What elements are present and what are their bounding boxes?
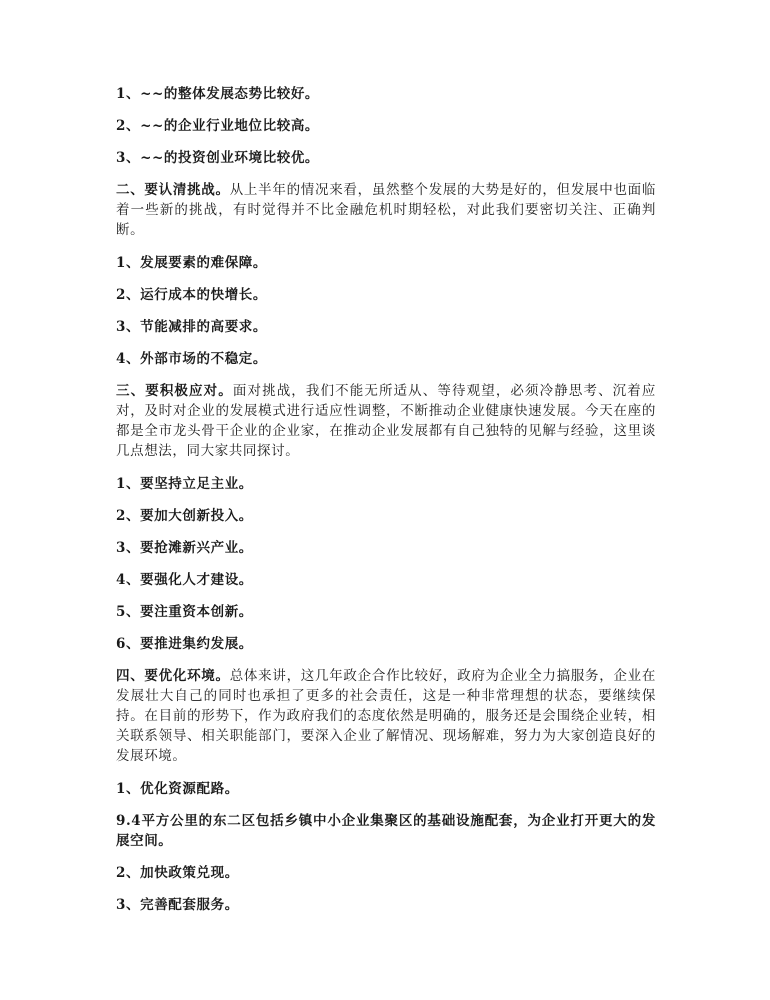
list-item: 2、要加大创新投入。 (116, 508, 253, 524)
paragraph-body: 从上半年的情况来看，虽然整个发展的大势是好的，但发展中也面临着一些新的挑战，有时觉得并不比金融危机时期轻松，对此我们要密切关注、正确判断。 (116, 182, 656, 238)
section-paragraph (116, 180, 656, 240)
section-heading: 四、要优化环境。 (116, 668, 230, 684)
list-item: 4、要强化人才建设。 (116, 572, 253, 588)
list-item: 3、完善配套服务。 (116, 897, 239, 913)
list-item: 2、加快政策兑现。 (116, 865, 239, 881)
list-item: 6、要推进集约发展。 (116, 636, 253, 652)
list-item: 1、~~的整体发展态势比较好。 (116, 86, 320, 102)
list-item: 5、要注重资本创新。 (116, 604, 253, 620)
list-item: 1、优化资源配路。 (116, 781, 239, 797)
list-item: 1、发展要素的难保障。 (116, 255, 267, 271)
list-item: 3、节能减排的高要求。 (116, 319, 267, 335)
list-item: 4、外部市场的不稳定。 (116, 351, 267, 367)
list-item: 3、要抢滩新兴产业。 (116, 540, 253, 556)
section-paragraph (116, 381, 656, 461)
section-heading: 三、要积极应对。 (116, 383, 233, 399)
list-item: 9.4平方公里的东二区包括乡镇中小企业集聚区的基础设施配套，为企业打开更大的发展空间。 (116, 813, 656, 849)
list-item: 2、运行成本的快增长。 (116, 287, 267, 303)
document-page (116, 84, 656, 927)
section-paragraph (116, 666, 656, 766)
list-item: 1、要坚持立足主业。 (116, 476, 253, 492)
paragraph-body: 面对挑战，我们不能无所适从、等待观望，必须冷静思考、沉着应对，及时对企业的发展模式进行适应性调整，不断推动企业健康快速发展。今天在座的都是全市龙头骨干企业的企业家，在推动企业发展都有自己独特的见解与经验，这里谈几点想法，同大家共同探讨。 (116, 383, 656, 459)
paragraph-body: 总体来讲，这几年政企合作比较好，政府为企业全力搞服务，企业在发展壮大自己的同时也承担了更多的社会责任，这是一种非常理想的状态，要继续保持。在目前的形势下，作为政府我们的态度依然是明确的，服务还是会围绕企业转，相关联系领导、相关职能部门，要深入企业了解情况、现场解难，努力为大家创造良好的发展环境。 (116, 668, 656, 764)
list-item: 3、~~的投资创业环境比较优。 (116, 150, 320, 166)
list-item: 2、~~的企业行业地位比较高。 (116, 118, 320, 134)
section-heading: 二、要认清挑战。 (116, 182, 230, 198)
